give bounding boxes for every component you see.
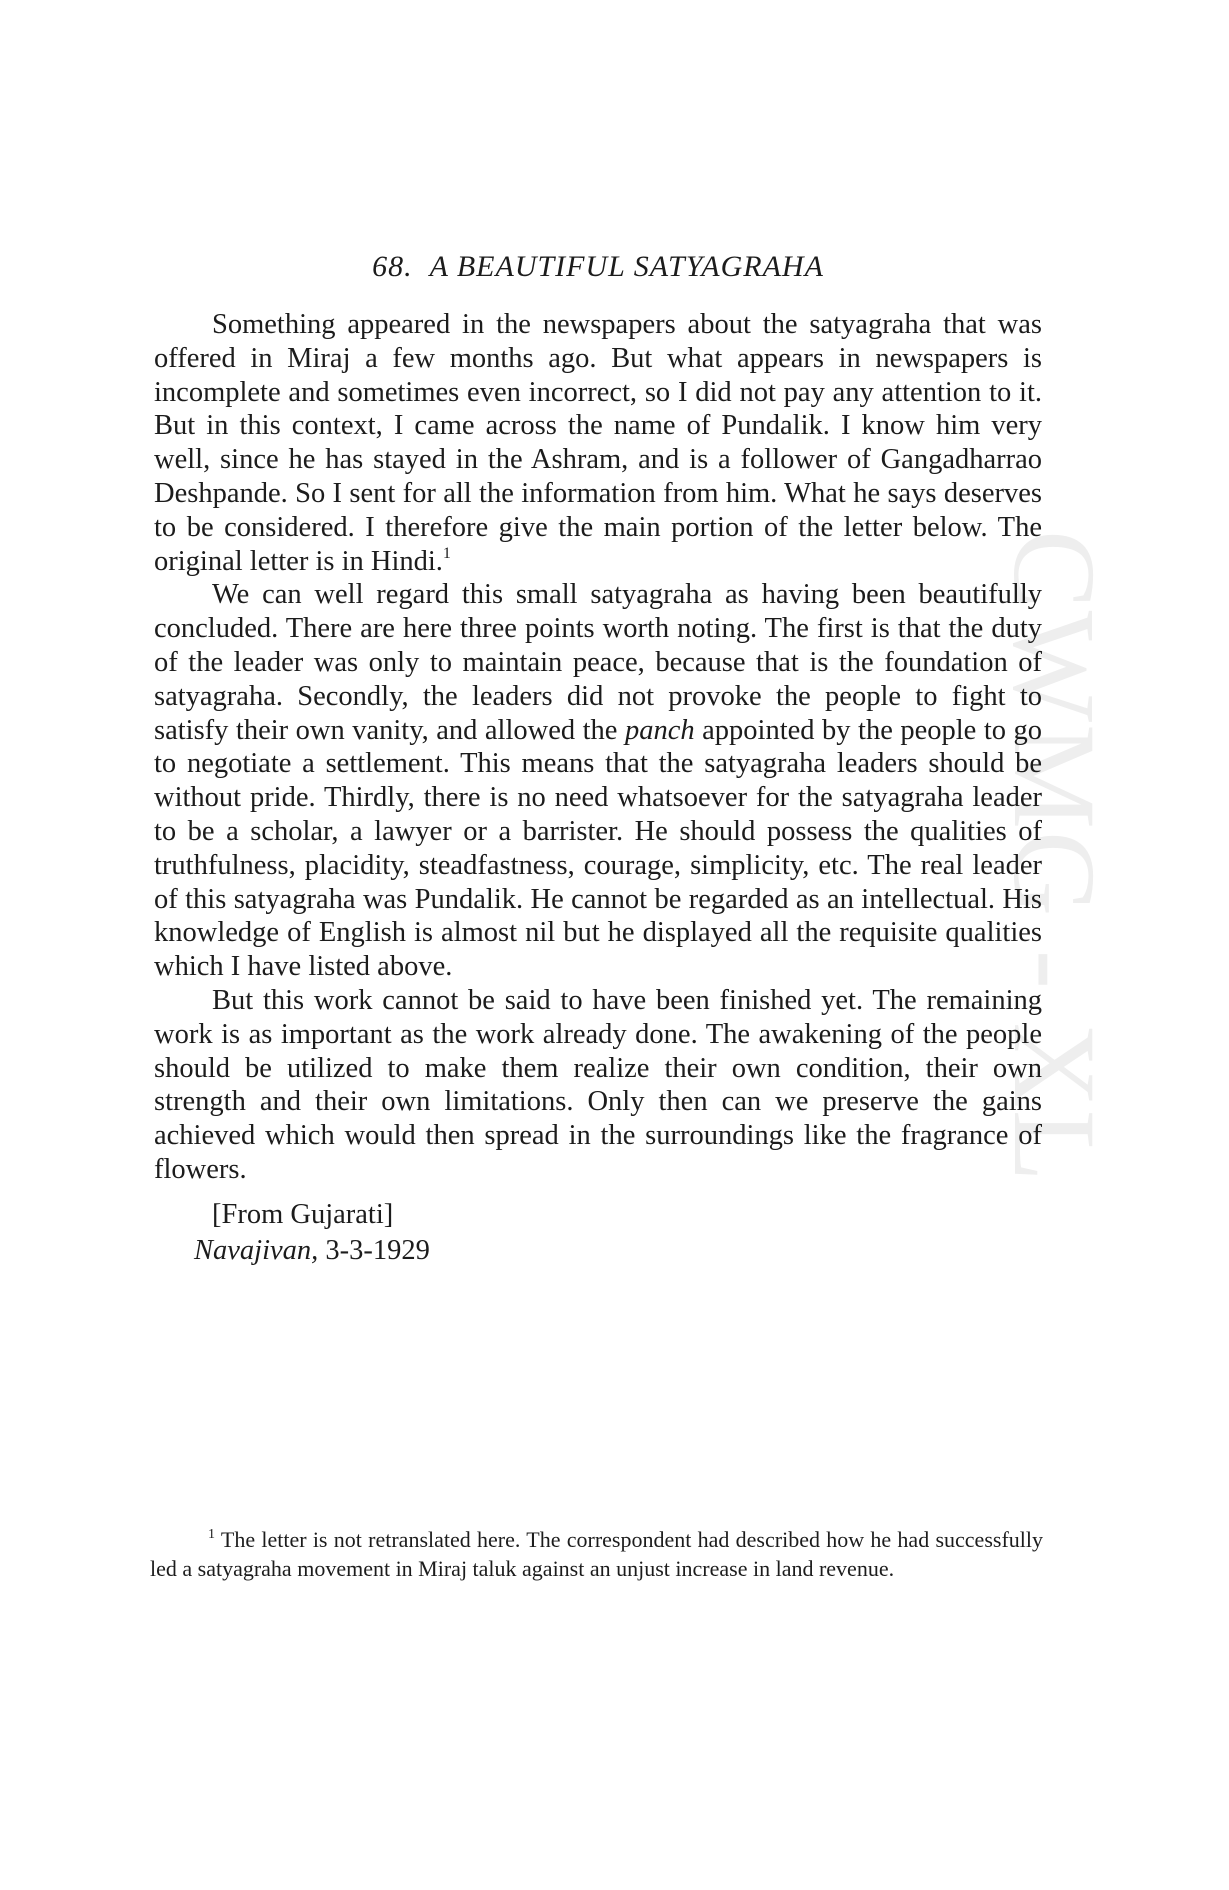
source-note: [From Gujarati]: [212, 1198, 394, 1230]
publication-name: Navajivan,: [194, 1234, 319, 1266]
paragraph-2-italic-word: panch: [624, 714, 695, 746]
footnote-mark: 1: [208, 1527, 215, 1542]
paragraph-1-text: Something appeared in the newspapers about the satyagraha that was offered in Miraj a few months ago. But what appears in newspapers is incomplete and sometimes even incorrect, so I did not pay any attention to it. But in this context, I came across the name of Pundalik. I know him very well, since he has stayed in the Ashram, and is a follower of Gangadharrao Deshpande. So I sent for all the information from him. What he says deserves to be considered. I therefore give the main portion of the letter below. The original letter is in Hindi.: [154, 309, 1042, 577]
article-title: [154, 250, 1042, 284]
paragraph-2-text-before: We can well regard this small satyagraha as having been beautifully concluded. There are here three points worth noting. The first is that the duty of the leader was only to maintain peace, because that is the foundation of satyagraha. Secondly, the leaders did not provoke the people to fight to satisfy their own vanity, and allowed the: [154, 579, 1042, 746]
article: [154, 250, 1042, 1269]
watermark-text: CWMG - XL: [989, 530, 1120, 1184]
footnote-reference: 1: [442, 544, 451, 562]
paragraph-3-text: But this work cannot be said to have been finished yet. The remaining work is as important as the work already done. The awakening of the people should be utilized to make them realize their own condition, their own strength and their own limitations. Only then can we preserve the gains achieved which would then spread in the surroundings like the fragrance of flowers.: [154, 984, 1042, 1185]
publication-date: 3-3-1929: [318, 1234, 430, 1266]
article-number: 68.: [372, 250, 413, 283]
paragraph-1: [154, 308, 1042, 578]
article-title-text: A BEAUTIFUL SATYAGRAHA: [429, 250, 824, 283]
paragraph-2-text-after: appointed by the people to go to negotiate a settlement. This means that the satyagraha leaders should be without pride. Thirdly, there is no need whatsoever for the satyagraha leader to be a scholar, a lawyer or a barrister. He should possess the qualities of truthfulness, placidity, steadfastness, courage, simplicity, etc. The real leader of this satyagraha was Pundalik. He cannot be regarded as an intellectual. His knowledge of English is almost nil but he displayed all the requisite qualities which I have listed above.: [154, 714, 1043, 983]
footnote: [150, 1525, 1043, 1583]
paragraph-2: [154, 578, 1042, 984]
paragraph-3: [154, 984, 1042, 1187]
footnote-text: The letter is not retranslated here. The correspondent had described how he had successfully led a satyagraha movement in Miraj taluk against an unjust increase in land revenue.: [150, 1527, 1043, 1581]
citation: [194, 1233, 1042, 1269]
